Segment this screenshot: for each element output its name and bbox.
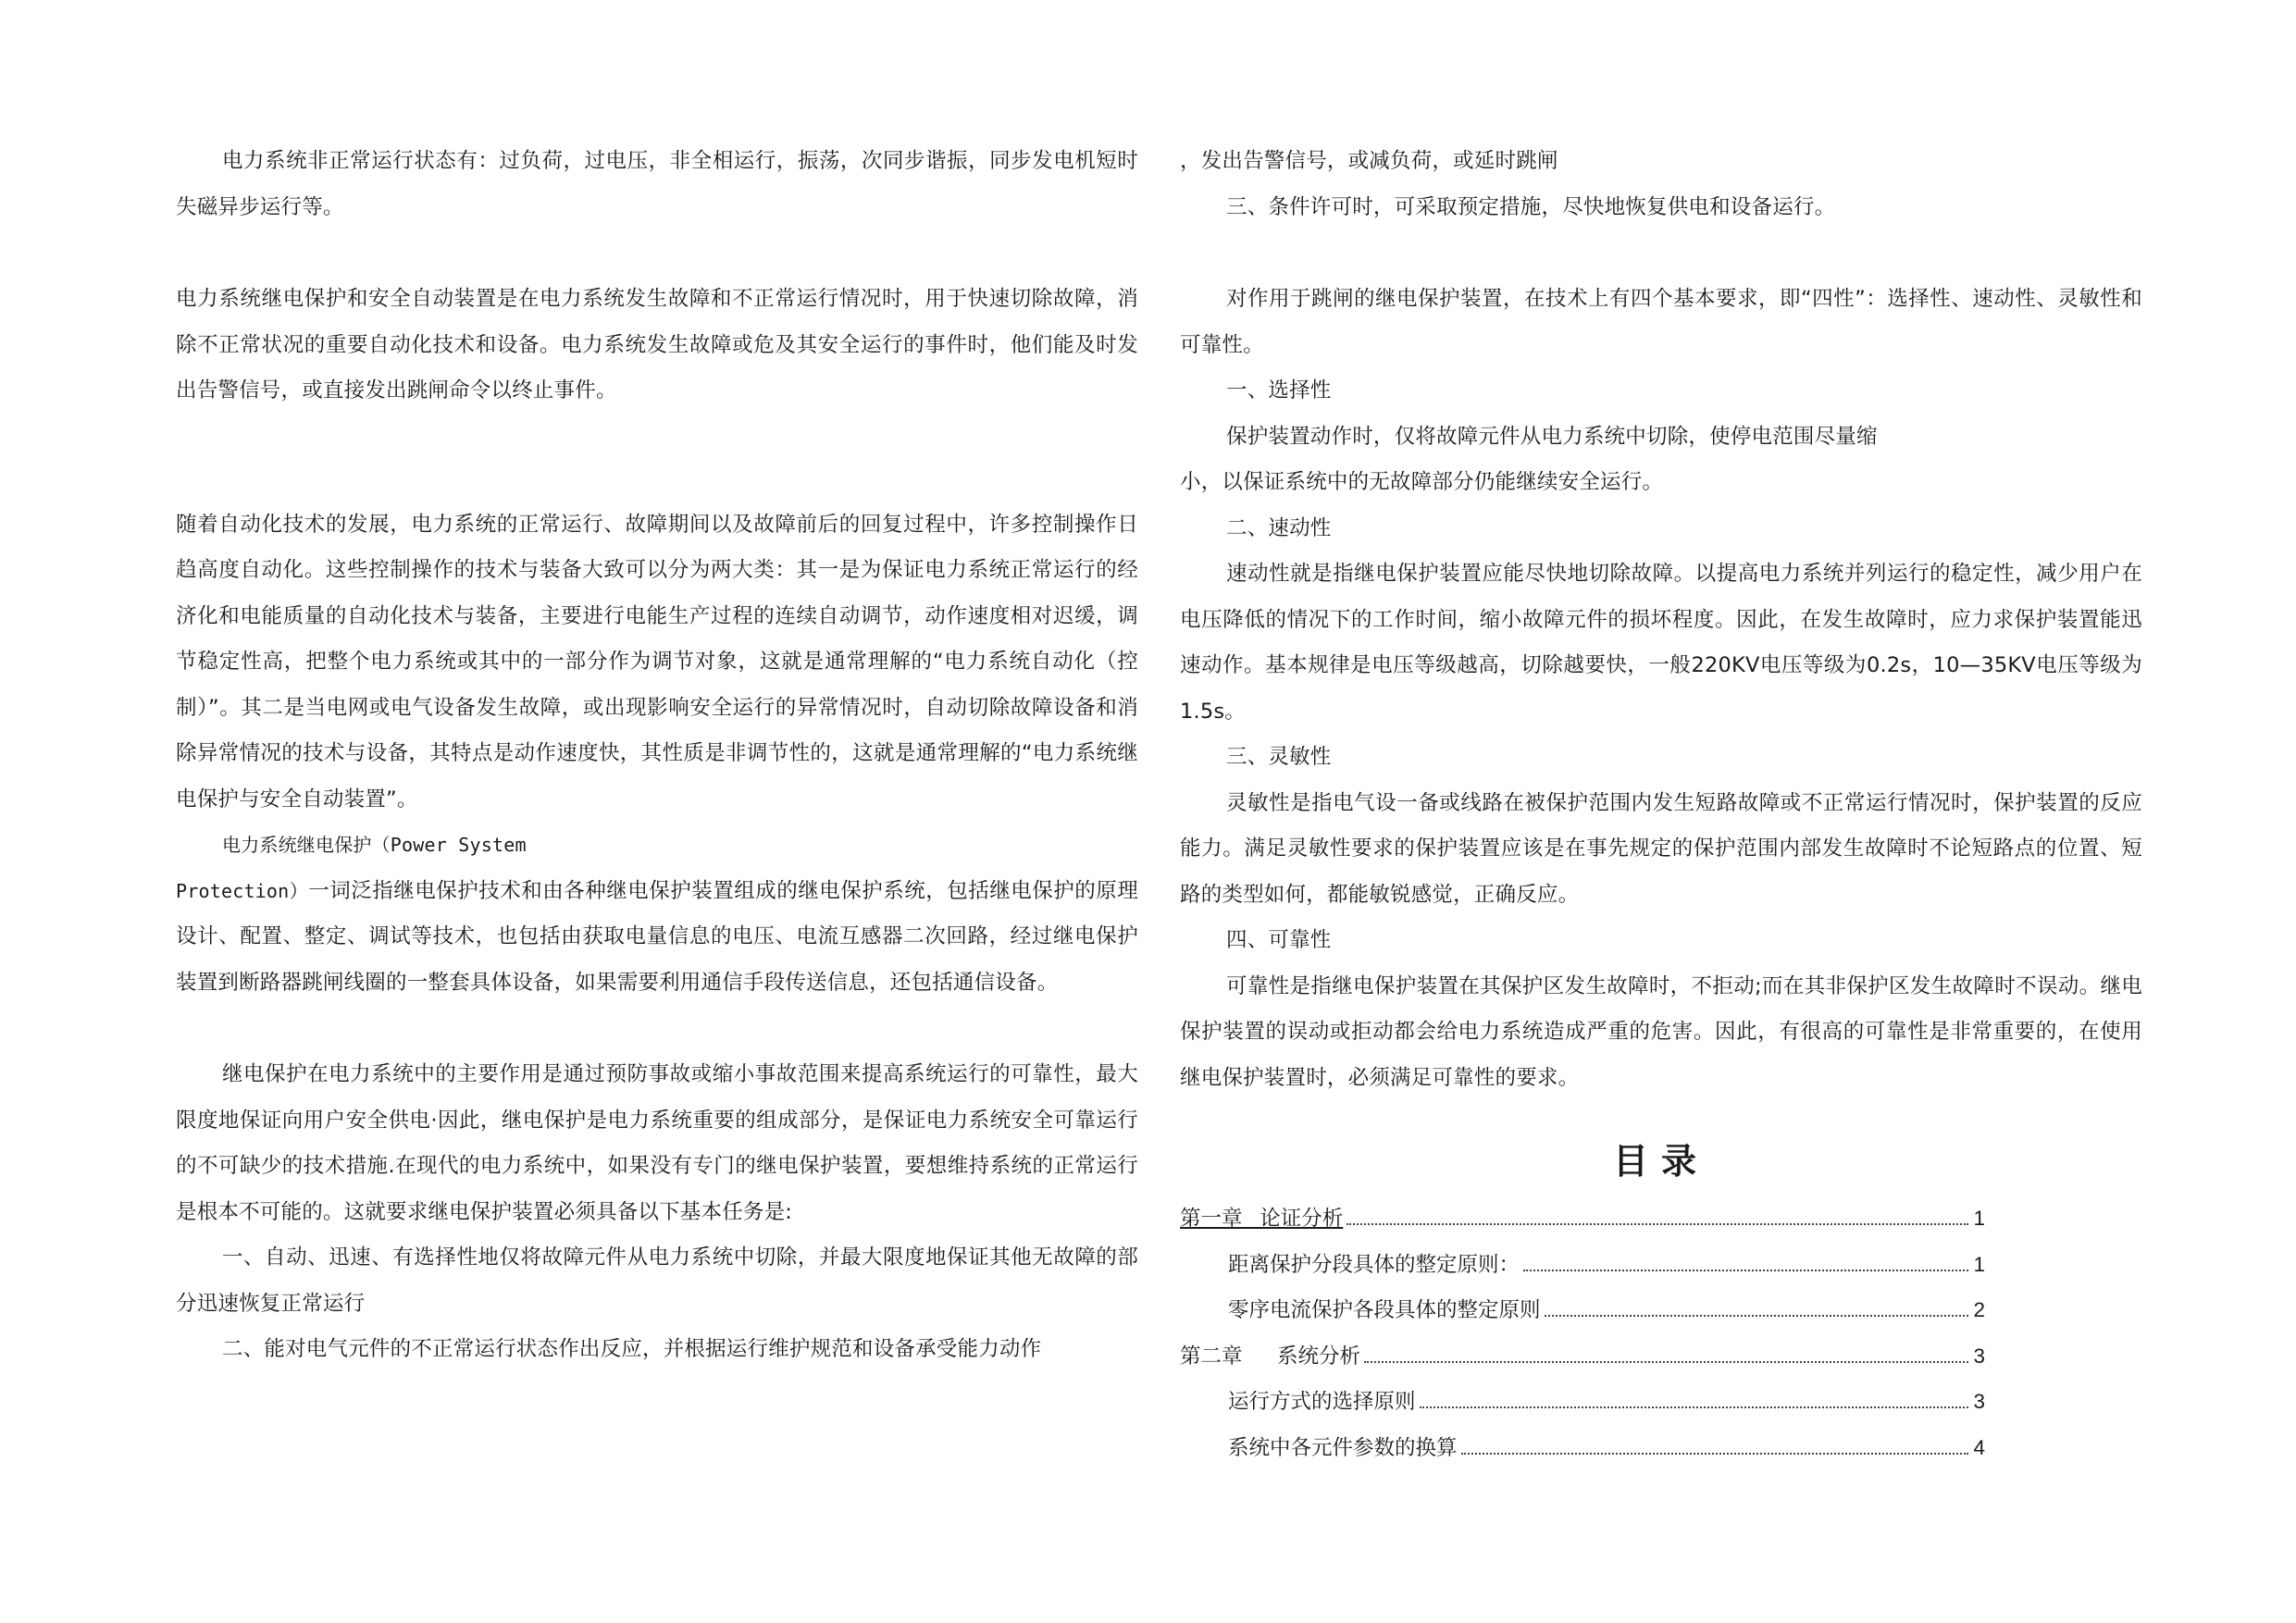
toc-entry-label: 第一章 论证分析 [1180,1207,1344,1230]
paragraph-power-system-protection-heading [176,823,1138,869]
paragraph-protection-text: 一词泛指继电保护技术和由各种继电保护装置组成的继电保护系统，包括继电保护的原理设计、配置、整定、调试等技术，也包括由获取电量信息的电压、电流互感器二次回路，经过继电保护装置到断路器跳闸线圈的一整套具体设备，如果需要利用通信手段传送信息，还包括通信设备。 [176,878,1138,995]
toc-entry-parameter-conversion[interactable] [1180,1425,1985,1471]
toc-entry-chapter-1[interactable] [1180,1196,1985,1242]
toc-page-number: 1 [1973,1252,1985,1276]
paragraph-main-role: 继电保护在电力系统中的主要作用是通过预防事故或缩小事故范围来提高系统运行的可靠性，最大限度地保证向用户安全供电·因此，继电保护是电力系统重要的组成部分，是保证电力系统安全可靠运行的不可缺少的技术措施.在现代的电力系统中，如果没有专门的继电保护装置，要想维持系统的正常运行是根本不可能的。这就要求继电保护装置必须具备以下基本任务是: [176,1062,1138,1224]
heading-sensitivity: 三、灵敏性 [1226,745,1332,769]
toc-title: 目录 [1612,1141,1709,1182]
toc-leader-dots [1347,1222,1968,1225]
toc-entry-operation-mode[interactable] [1180,1379,1985,1425]
toc-leader-dots [1420,1406,1968,1408]
toc-page-number: 1 [1973,1207,1985,1230]
toc-entry-label: 零序电流保护各段具体的整定原则 [1228,1298,1541,1321]
paragraph-reliability: 可靠性是指继电保护装置在其保护区发生故障时，不拒动;而在其非保护区发生故障时不误动。继电保护装置的误动或拒动都会给电力系统造成严重的危害。因此，有很高的可靠性是非常重要的，在使用继电保护装置时，必须满足可靠性的要求。 [1180,973,2142,1090]
toc-entry-label: 系统中各元件参数的换算 [1228,1435,1458,1459]
toc-page-number: 4 [1973,1435,1985,1459]
toc-page-number: 3 [1973,1344,1985,1368]
toc-entry-chapter-2[interactable] [1180,1333,1985,1380]
term-power-system: 电力系统继电保护（Power System [222,834,527,856]
heading-selectivity: 一、选择性 [1226,378,1332,403]
term-protection: Protection） [176,879,309,902]
toc-entry-label: 距离保护分段具体的整定原则： [1228,1252,1520,1276]
toc-entry-label: 运行方式的选择原则 [1228,1390,1416,1413]
paragraph-power-system-protection-body [176,869,1138,1007]
paragraph-task-three: 三、条件许可时，可采取预定措施，尽快地恢复供电和设备运行。 [1226,194,1836,219]
paragraph-selectivity-line2: 小，以保证系统中的无故障部分仍能继续安全运行。 [1180,470,1664,494]
toc-entry-distance-protection[interactable] [1180,1242,1985,1288]
toc-entry-label: 第二章 系统分析 [1180,1344,1361,1368]
paragraph-selectivity-line1: 保护装置动作时，仅将故障元件从电力系统中切除，使停电范围尽量缩 [1226,424,1878,449]
toc-leader-dots [1545,1314,1968,1317]
paragraph-task-two: 二、能对电气元件的不正常运行状态作出反应，并根据运行维护规范和设备承受能力动作 [222,1337,1042,1361]
paragraph-protection-definition: 电力系统继电保护和安全自动装置是在电力系统发生故障和不正常运行情况时，用于快速切除故障，消除不正常状况的重要自动化技术和设备。电力系统发生故障或危及其安全运行的事件时，他们能及时发出告警信号，或直接发出跳闸命令以终止事件。 [176,287,1138,403]
table-of-contents [1180,1196,1985,1470]
toc-leader-dots [1461,1452,1968,1455]
toc-leader-dots [1523,1269,1968,1271]
paragraph-sensitivity: 灵敏性是指电气设一备或线路在被保护范围内发生短路故障或不正常运行情况时，保护装置的反应能力。满足灵敏性要求的保护装置应该是在事先规定的保护范围内部发生故障时不论短路点的位置、短路的类型如何，都能敏锐感觉，正确反应。 [1180,790,2142,907]
paragraph-four-requirements: 对作用于跳闸的继电保护装置，在技术上有四个基本要求，即“四性”：选择性、速动性、灵敏性和可靠性。 [1180,287,2142,357]
paragraph-task-two-continued: ，发出告警信号，或减负荷，或延时跳闸 [1180,149,1558,173]
heading-speed: 二、速动性 [1226,515,1332,540]
toc-leader-dots [1364,1360,1968,1363]
paragraph-abnormal-states: 电力系统非正常运行状态有：过负荷，过电压，非全相运行，振荡，次同步谐振，同步发电机短时失磁异步运行等。 [176,149,1138,219]
toc-page-number: 2 [1973,1298,1985,1321]
heading-reliability: 四、可靠性 [1226,928,1332,952]
toc-entry-zero-sequence[interactable] [1180,1287,1985,1333]
paragraph-speed: 速动性就是指继电保护装置应能尽快地切除故障。以提高电力系统并列运行的稳定性，减少用户在电压降低的情况下的工作时间，缩小故障元件的损坏程度。因此，在发生故障时，应力求保护装置能迅速动作。基本规律是电压等级越高，切除越要快，一般220KV电压等级为0.2s，10—35KV电压等级为1.5s。 [1180,562,2142,724]
right-column [1180,139,2142,1470]
paragraph-automation-development: 随着自动化技术的发展，电力系统的正常运行、故障期间以及故障前后的回复过程中，许多控制操作日趋高度自动化。这些控制操作的技术与装备大致可以分为两大类：其一是为保证电力系统正常运行的经济化和电能质量的自动化技术与装备，主要进行电能生产过程的连续自动调节，动作速度相对迟缓，调节稳定性高，把整个电力系统或其中的一部分作为调节对象，这就是通常理解的“电力系统自动化（控制）”。其二是当电网或电气设备发生故障，或出现影响安全运行的异常情况时，自动切除故障设备和消除异常情况的技术与设备，其特点是动作速度快，其性质是非调节性的，这就是通常理解的“电力系统继电保护与安全自动装置”。 [176,512,1138,812]
toc-page-number: 3 [1973,1390,1985,1413]
left-column [176,139,1138,1373]
paragraph-task-one: 一、自动、迅速、有选择性地仅将故障元件从电力系统中切除，并最大限度地保证其他无故障的部分迅速恢复正常运行 [176,1245,1138,1316]
